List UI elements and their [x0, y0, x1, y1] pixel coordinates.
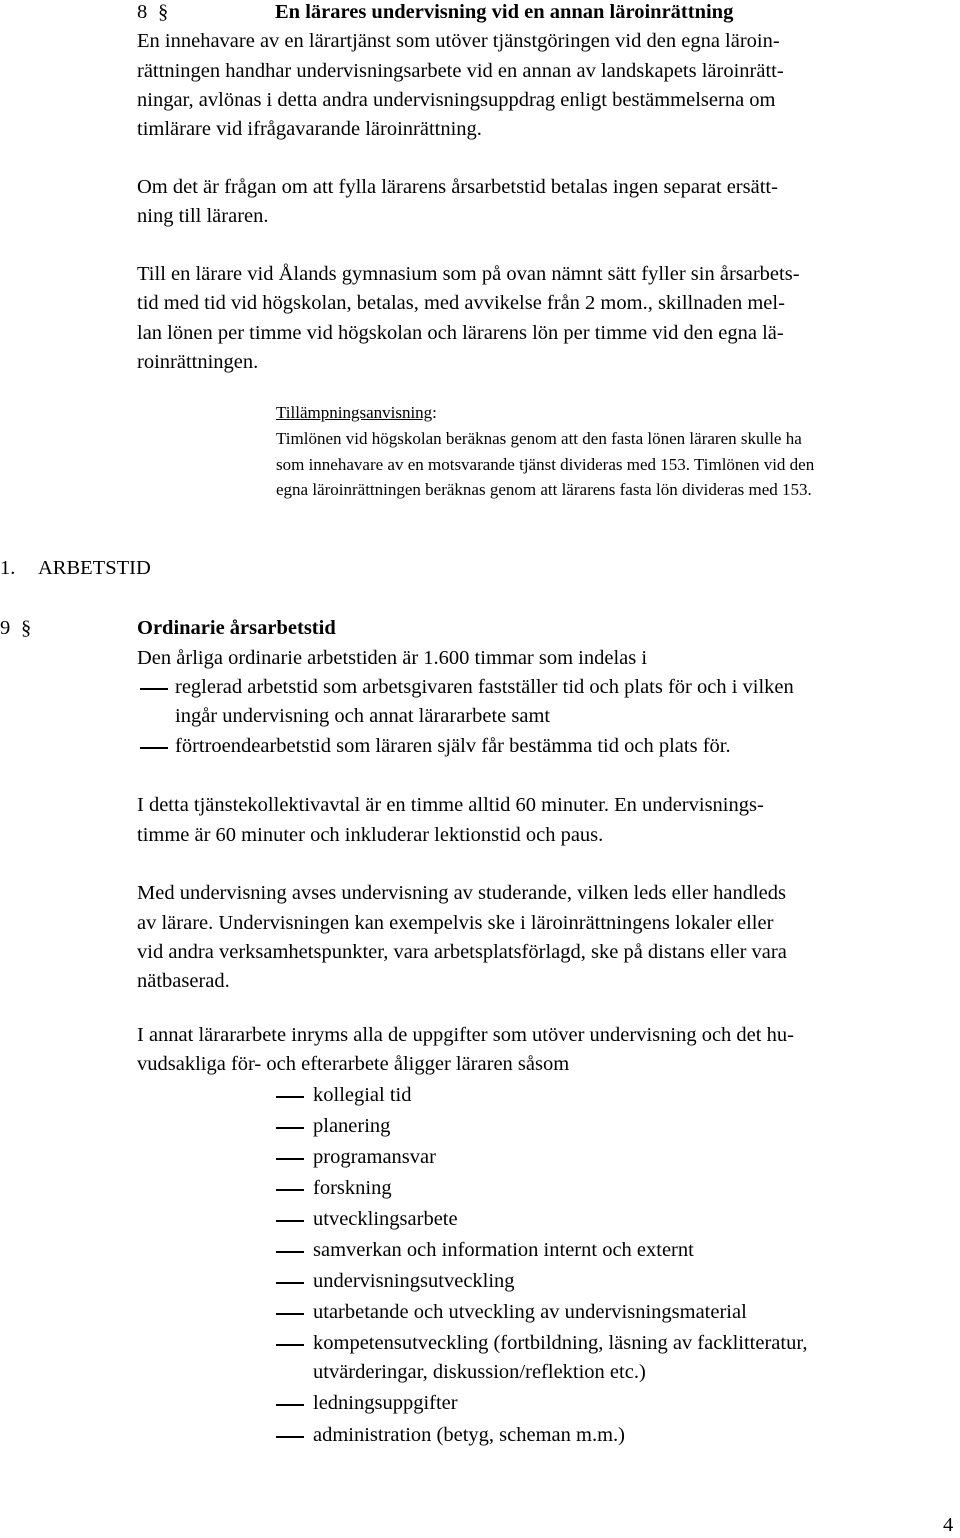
teaching-paragraph-line-3: vid andra verksamhetspunkter, vara arbetsplatsförlagd, ske på distans eller vara	[137, 941, 787, 963]
task-item: administration (betyg, scheman m.m.)	[313, 1424, 625, 1446]
application-note-line-1: Timlönen vid högskolan beräknas genom att den fasta lönen läraren skulle ha	[276, 429, 802, 448]
task-item: utarbetande och utveckling av undervisningsmaterial	[313, 1301, 747, 1323]
task-item: utvecklingsarbete	[313, 1208, 458, 1230]
application-note-heading	[276, 404, 437, 421]
section-8-p1-line-4: timlärare vid ifrågavarande läroinrättning.	[137, 118, 482, 140]
dash-task-7	[276, 1282, 304, 1284]
section-8-p1-line-2: rättningen handhar undervisningsarbete vid en annan av landskapets läroinrätt-	[137, 60, 784, 82]
task-item: samverkan och information internt och externt	[313, 1239, 694, 1261]
dash-task-4	[276, 1189, 304, 1191]
section-9-number: 9	[0, 617, 11, 639]
section-8-title: En lärares undervisning vid en annan läroinrättning	[275, 1, 734, 23]
other-work-paragraph-line-2: vudsakliga för- och efterarbete åligger läraren såsom	[137, 1053, 570, 1075]
dash-bullet-1	[140, 688, 168, 690]
chapter-title: ARBETSTID	[38, 557, 151, 579]
section-8-paragraph-sign: §	[158, 1, 169, 23]
task-item-continuation: utvärderingar, diskussion/reflektion etc.)	[313, 1361, 646, 1383]
application-note-label: Tillämpningsanvisning	[276, 403, 433, 422]
teaching-paragraph-line-1: Med undervisning avses undervisning av studerande, vilken leds eller handleds	[137, 882, 787, 904]
bullet-1-line-2: ingår undervisning och annat lärararbete samt	[175, 705, 551, 727]
section-9-intro: Den årliga ordinarie arbetstiden är 1.600 timmar som indelas i	[137, 647, 648, 669]
teaching-paragraph-line-4: nätbaserad.	[137, 970, 230, 992]
section-8-p3-line-2: tid med tid vid högskolan, betalas, med avvikelse från 2 mom., skillnaden mel-	[137, 292, 785, 314]
section-9-title: Ordinarie årsarbetstid	[137, 617, 336, 639]
application-note-line-3: egna läroinrättningen beräknas genom att lärarens fasta lön divideras med 153.	[276, 480, 812, 499]
section-8-p3-line-1: Till en lärare vid Ålands gymnasium som på ovan nämnt sätt fyller sin årsarbets-	[137, 263, 800, 285]
application-note-line-2: som innehavare av en motsvarande tjänst divideras med 153. Timlönen vid den	[276, 455, 815, 474]
bullet-2-line-1: förtroendearbetstid som läraren själv får bestämma tid och plats för.	[175, 735, 731, 757]
hour-paragraph-line-2: timme är 60 minuter och inkluderar lektionstid och paus.	[137, 824, 604, 846]
section-8-p2-line-2: ning till läraren.	[137, 205, 269, 227]
dash-task-11	[276, 1436, 304, 1438]
hour-paragraph-line-1: I detta tjänstekollektivavtal är en timme alltid 60 minuter. En undervisnings-	[137, 794, 764, 816]
section-8-p3-line-3: lan lönen per timme vid högskolan och lärarens lön per timme vid den egna lä-	[137, 322, 784, 344]
section-8-p3-line-4: roinrättningen.	[137, 351, 259, 373]
dash-task-3	[276, 1158, 304, 1160]
dash-task-9	[276, 1344, 304, 1346]
chapter-number: 1.	[0, 557, 16, 579]
section-8-number: 8	[137, 1, 148, 23]
section-9-paragraph-sign: §	[21, 617, 32, 639]
task-item: kompetensutveckling (fortbildning, läsning av facklitteratur,	[313, 1332, 808, 1354]
dash-task-1	[276, 1096, 304, 1098]
dash-bullet-2	[140, 747, 168, 749]
dash-task-5	[276, 1220, 304, 1222]
bullet-1-line-1: reglerad arbetstid som arbetsgivaren fastställer tid och plats för och i vilken	[175, 676, 794, 698]
dash-task-8	[276, 1313, 304, 1315]
section-8-p1-line-3: ningar, avlönas i detta andra undervisningsuppdrag enligt bestämmelserna om	[137, 89, 776, 111]
section-8-p2-line-1: Om det är frågan om att fylla lärarens årsarbetstid betalas ingen separat ersätt-	[137, 176, 778, 198]
teaching-paragraph-line-2: av lärare. Undervisningen kan exempelvis ske i läroinrättningens lokaler eller	[137, 912, 774, 934]
dash-task-10	[276, 1404, 304, 1406]
task-item: forskning	[313, 1177, 392, 1199]
task-item: undervisningsutveckling	[313, 1270, 515, 1292]
dash-task-6	[276, 1251, 304, 1253]
task-item: ledningsuppgifter	[313, 1392, 458, 1414]
section-8-p1-line-1: En innehavare av en lärartjänst som utöver tjänstgöringen vid den egna läroin-	[137, 30, 780, 52]
task-item: planering	[313, 1115, 391, 1137]
task-item: programansvar	[313, 1146, 436, 1168]
task-item: kollegial tid	[313, 1084, 412, 1106]
page-number: 4	[943, 1514, 954, 1536]
other-work-paragraph-line-1: I annat lärararbete inryms alla de uppgifter som utöver undervisning och det hu-	[137, 1024, 794, 1046]
application-note-colon: :	[432, 403, 437, 422]
dash-task-2	[276, 1127, 304, 1129]
